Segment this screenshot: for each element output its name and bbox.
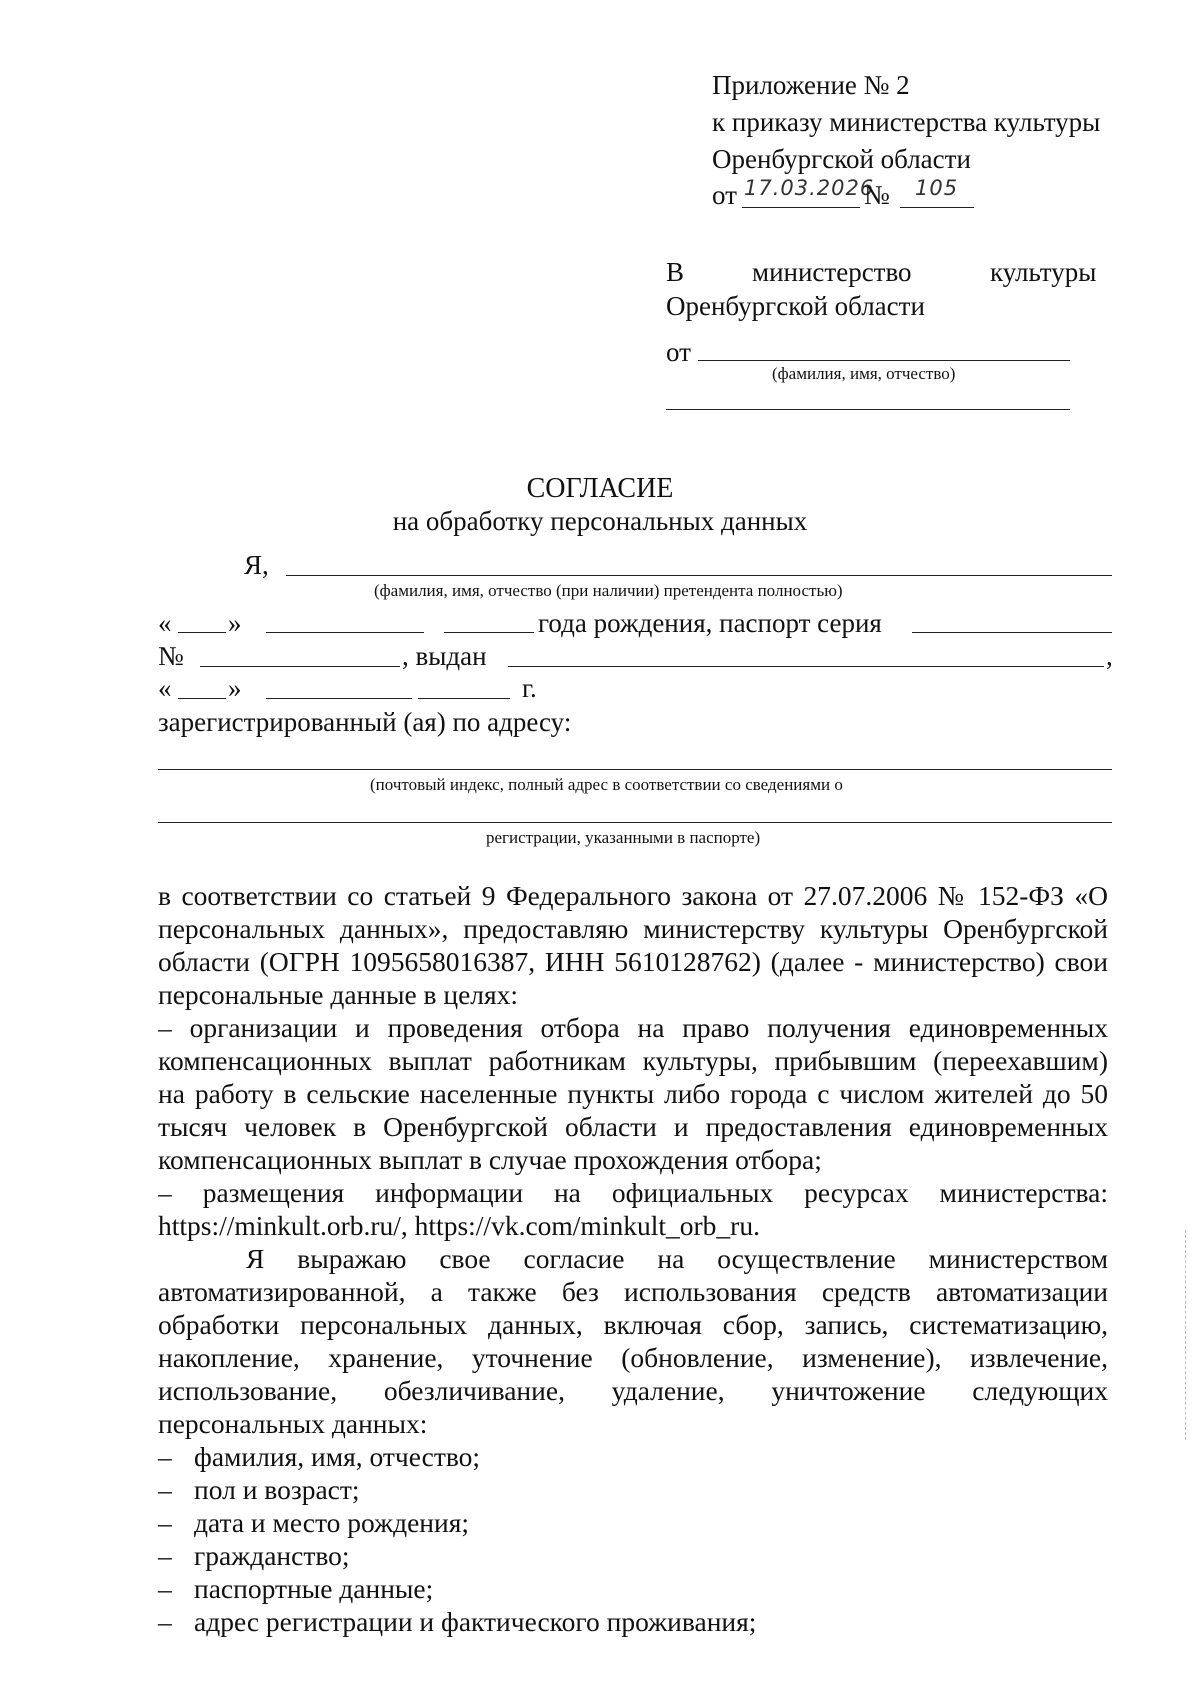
issued-comma: , [1106, 641, 1113, 671]
address-line-2 [158, 822, 1112, 823]
scan-artifact-line [1185, 1230, 1186, 1440]
appendix-title: Приложение № 2 [712, 70, 910, 100]
dash-marker: – [158, 1507, 172, 1538]
purpose-1-line: на работу в сельские населенные пункты либо города с числом жителей до 50 [158, 1078, 1108, 1109]
birth-day-close-quote: » [228, 608, 242, 638]
order-number-underline [900, 207, 974, 208]
address-caption-2: регистрации, указанными в паспорте) [486, 828, 761, 847]
appendix-region: Оренбургской области [712, 144, 971, 174]
dash-marker: – [158, 1474, 172, 1505]
paragraph-1-line: персональные данные в целях: [158, 979, 519, 1010]
document-subtitle: на обработку персональных данных [392, 506, 808, 536]
purpose-1-line: тысяч человек в Оренбургской области и предоставления единовременных [158, 1111, 1108, 1142]
data-item-text: гражданство; [194, 1540, 350, 1571]
from-name-caption: (фамилия, имя, отчество) [772, 364, 956, 383]
data-item-text: дата и место рождения; [194, 1507, 470, 1538]
birth-month-line [266, 632, 424, 633]
data-item-text: фамилия, имя, отчество; [194, 1441, 481, 1472]
data-item [158, 1506, 469, 1539]
paragraph-2-line: использование, обезличивание, удаление, уничтожение следующих [158, 1375, 1108, 1406]
document-title: СОГЛАСИЕ [526, 473, 674, 504]
issue-year-suffix: г. [522, 673, 537, 703]
issue-year-line [418, 698, 510, 699]
issue-day-line [178, 698, 226, 699]
addressee-to-label: В [666, 257, 685, 287]
paragraph-1-line: в соответствии со статьей 9 Федерального закона от 27.07.2006 № 152-ФЗ «О [158, 880, 1108, 911]
purpose-1-line: компенсационных выплат работникам культуры, прибывшим (переехавшим) [158, 1045, 1108, 1076]
paragraph-2-line: персональных данных: [158, 1408, 428, 1439]
paragraph-2-line: Я выражаю свое согласие на осуществление министерством [246, 1243, 1108, 1274]
birth-day-line [178, 632, 226, 633]
address-line-1 [158, 769, 1112, 770]
paragraph-2-line: автоматизированной, а также без использования средств автоматизации [158, 1276, 1108, 1307]
order-number-handwritten: 105 [915, 176, 959, 200]
order-date-underline [742, 207, 860, 208]
dash-marker: – [158, 1606, 172, 1637]
data-item [158, 1605, 756, 1638]
data-item [158, 1440, 480, 1473]
order-date-handwritten: 17.03.2026 [744, 176, 875, 200]
birth-year-line [444, 632, 534, 633]
paragraph-2-line: накопление, хранение, уточнение (обновление, изменение), извлечение, [158, 1342, 1108, 1373]
passport-number-label: № [158, 641, 184, 671]
paragraph-1-line: области (ОГРН 1095658016387, ИНН 5610128762) (далее - министерство) свои [158, 946, 1108, 977]
issue-day-close-quote: » [228, 673, 242, 703]
addressee-culture-word: культуры [990, 257, 1097, 287]
from-name-line [698, 360, 1070, 361]
appendix-order-reference: к приказу министерства культуры [712, 107, 1101, 137]
applicant-name-line [286, 575, 1112, 576]
passport-number-line [200, 666, 400, 667]
i-label: Я, [244, 550, 269, 580]
order-number-label: № [864, 180, 890, 210]
dash-marker: – [158, 1441, 172, 1472]
purpose-1-line: – организации и проведения отбора на право получения единовременных [158, 1012, 1108, 1043]
data-item-text: пол и возраст; [194, 1474, 360, 1505]
passport-series-line [912, 632, 1112, 633]
issue-day-open-quote: « [158, 673, 172, 703]
purpose-2-line: https://minkult.orb.ru/, https://vk.com/minkult_orb_ru. [158, 1210, 760, 1241]
paragraph-2-line: обработки персональных данных, включая сбор, запись, систематизацию, [158, 1309, 1108, 1340]
from-label: от [666, 337, 691, 367]
data-item [158, 1539, 350, 1572]
issue-month-line [266, 698, 412, 699]
data-item-text: паспортные данные; [194, 1573, 434, 1604]
birth-day-open-quote: « [158, 608, 172, 638]
birth-passport-text: года рождения, паспорт серия [538, 608, 882, 638]
data-item-text: адрес регистрации и фактического проживания; [194, 1606, 757, 1637]
dash-marker: – [158, 1540, 172, 1571]
issued-text: , выдан [402, 641, 487, 671]
purpose-1-line: компенсационных выплат в случае прохождения отбора; [158, 1144, 822, 1175]
issued-by-line [508, 666, 1104, 667]
purpose-2-line: – размещения информации на официальных ресурсах министерства: [158, 1177, 1108, 1208]
data-item [158, 1473, 360, 1506]
applicant-name-caption: (фамилия, имя, отчество (при наличии) претендента полностью) [374, 581, 843, 600]
registered-address-label: зарегистрированный (ая) по адресу: [158, 707, 572, 737]
addressee-region: Оренбургской области [666, 291, 925, 321]
address-caption-1: (почтовый индекс, полный адрес в соответствии со сведениями о [370, 775, 843, 794]
from-extra-line [666, 409, 1070, 410]
addressee-ministry-word: министерство [752, 257, 912, 287]
paragraph-1-line: персональных данных», предоставляю министерству культуры Оренбургской [158, 913, 1108, 944]
dash-marker: – [158, 1573, 172, 1604]
order-date-prefix: от [712, 180, 737, 210]
data-item [158, 1572, 433, 1605]
